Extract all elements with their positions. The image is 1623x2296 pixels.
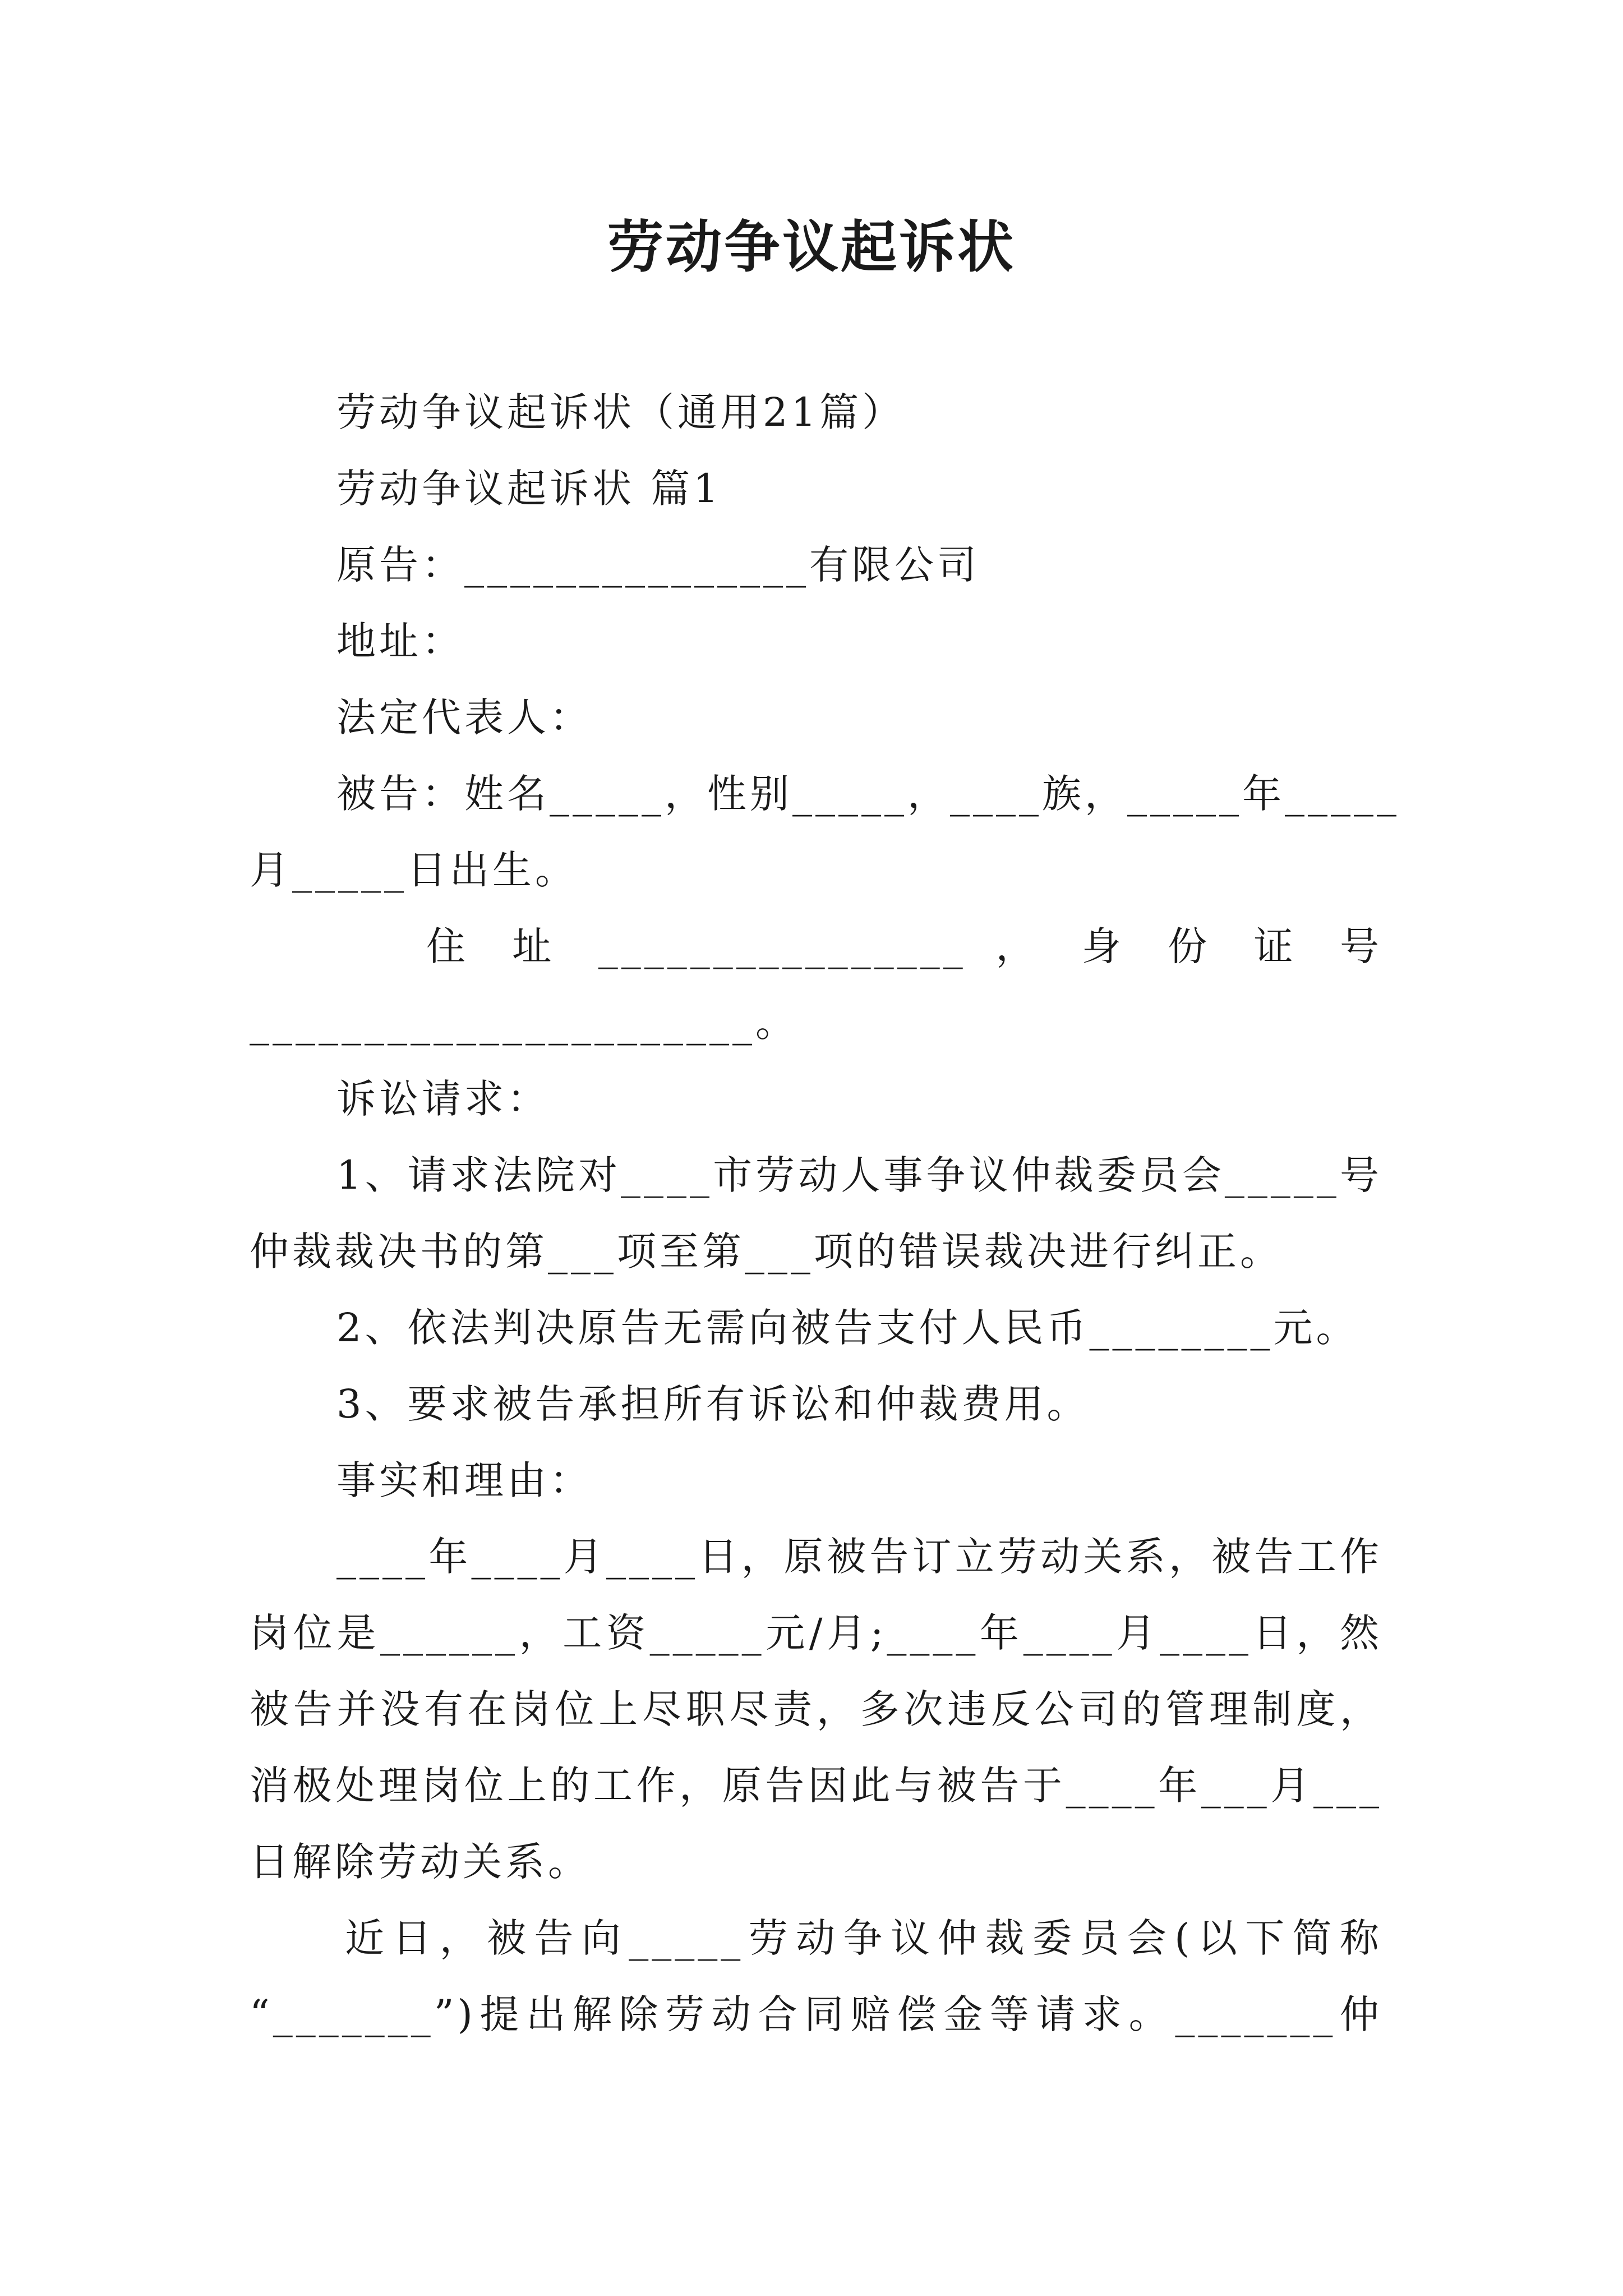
facts-paragraph-line-2: 岗位是______，工资_____元/月;____年____月____日，然 [250,1610,1382,1656]
claims-heading: 诉讼请求： [336,1076,550,1122]
facts-paragraph-line-3: 被告并没有在岗位上尽职尽责，多次违反公司的管理制度， [250,1686,1382,1732]
recent-paragraph-line-2: “_______”)提出解除劳动合同赔偿金等请求。_______仲 [250,1991,1382,2037]
defendant-line: 被告：姓名_____，性别_____，____族，_____年_____ [336,771,1400,817]
facts-paragraph-line-4: 消极处理岗位上的工作，原告因此与被告于____年___月___ [250,1763,1382,1809]
claim-1-line-1: 1、请求法院对____市劳动人事争议仲裁委员会_____号 [336,1152,1382,1198]
facts-paragraph-line-1: ____年____月____日，原被告订立劳动关系，被告工作 [336,1534,1382,1580]
subtitle-line: 劳动争议起诉状（通用21篇） [336,389,905,435]
section-heading: 劳动争议起诉状 篇1 [336,466,722,512]
address-line: 地址： [336,618,464,664]
claim-3-line: 3、要求被告承担所有诉讼和仲裁费用。 [336,1381,1090,1427]
facts-heading: 事实和理由： [336,1457,592,1503]
plaintiff-line: 原告：_______________有限公司 [336,542,980,588]
legal-representative-line: 法定代表人： [336,694,592,740]
recent-paragraph-line-1: 近日，被告向_____劳动争议仲裁委员会(以下简称 [345,1915,1382,1961]
claim-2-line: 2、依法判决原告无需向被告支付人民币________元。 [336,1305,1359,1351]
defendant-birth-line: 月_____日出生。 [250,847,578,893]
document-title: 劳动争议起诉状 [607,214,1016,280]
facts-paragraph-line-5: 日解除劳动关系。 [250,1839,591,1885]
claim-1-line-2: 仲裁裁决书的第___项至第___项的错误裁决进行纠正。 [250,1228,1283,1274]
residence-id-line: 住 址 ________________ ， 身 份 证 号 [426,923,1382,969]
id-number-line: ______________________。 [250,1000,798,1046]
